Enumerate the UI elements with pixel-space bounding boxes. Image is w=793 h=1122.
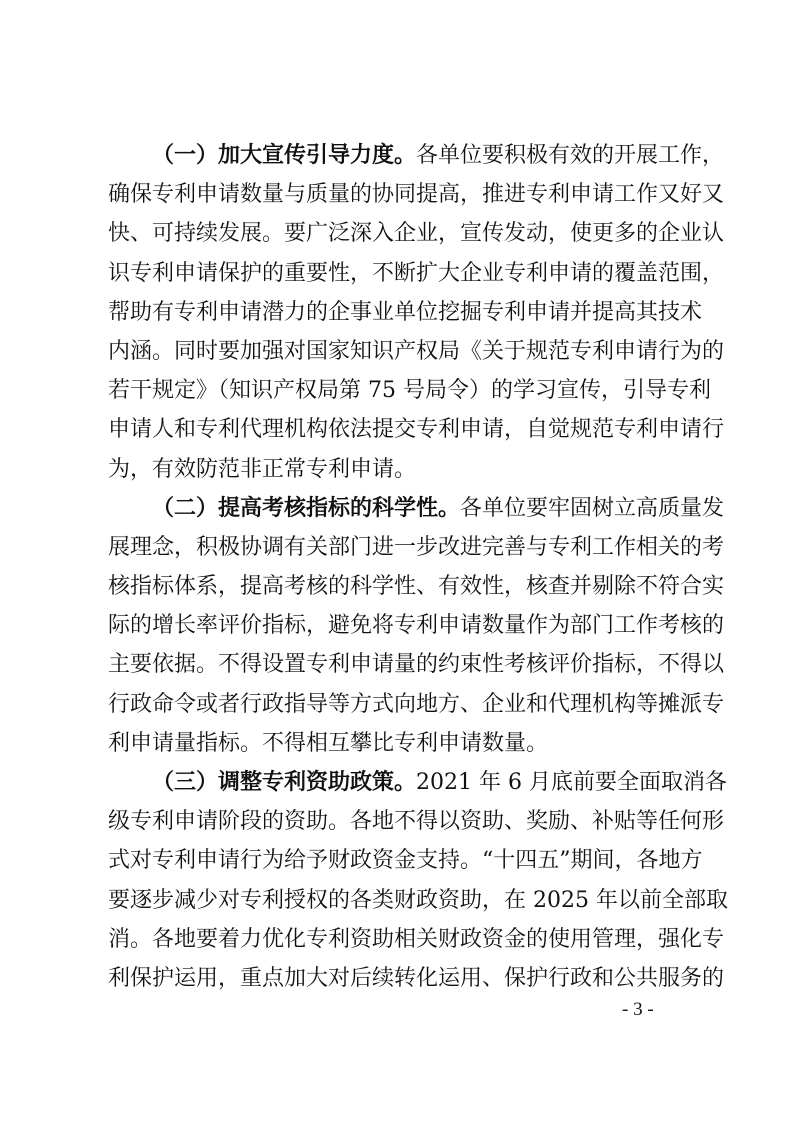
paragraph-3-line-6: 利保护运用，重点加大对后续转化运用、保护行政和公共服务的 [108, 965, 725, 991]
paragraph-2-heading: （二）提高考核指标的科学性。 [152, 495, 461, 521]
paragraph-2-line-3: 核指标体系，提高考核的科学性、有效性，核查并剔除不符合实 [108, 574, 725, 600]
paragraph-1-line-1 [108, 136, 725, 175]
paragraph-2-line-4: 际的增长率评价指标，避免将专利申请数量作为部门工作考核的 [108, 613, 725, 639]
paragraph-3-text: 2021 年 6 月底前要全面取消各 [416, 770, 727, 795]
paragraph-2-text: 各单位要牢固树立高质量发 [460, 495, 725, 521]
paragraph-2-line-6: 行政命令或者行政指导等方式向地方、企业和代理机构等摊派专 [108, 691, 725, 717]
body-text [108, 136, 728, 998]
paragraph-3-heading: （三）调整专利资助政策。 [152, 770, 417, 795]
paragraph-1-line-4: 识专利申请保护的重要性，不断扩大企业专利申请的覆盖范围， [108, 260, 725, 286]
paragraph-3-line-1 [108, 763, 727, 802]
paragraph-1-line-9: 为，有效防范非正常专利申请。 [108, 456, 417, 482]
paragraph-3-line-4: 要逐步减少对专利授权的各类财政资助，在 2025 年以前全部取 [108, 887, 728, 913]
page-number: - 3 - [622, 999, 654, 1020]
paragraph-1-text: 各单位要积极有效的开展工作， [416, 143, 725, 168]
paragraph-1-line-5: 帮助有专利申请潜力的企事业单位挖掘专利申请并提高其技术 [108, 299, 703, 325]
paragraph-1-heading: （一）加大宣传引导力度。 [152, 143, 417, 168]
paragraph-2-line-1 [108, 489, 725, 528]
paragraph-3-line-3: 式对专利申请行为给予财政资金支持。“十四五”期间，各地方 [108, 848, 703, 874]
paragraph-2-line-2: 展理念，积极协调有关部门进一步改进完善与专利工作相关的考 [108, 534, 725, 560]
paragraph-2-line-5: 主要依据。不得设置专利申请量的约束性考核评价指标，不得以 [108, 652, 725, 678]
paragraph-1-line-6: 内涵。同时要加强对国家知识产权局《关于规范专利申请行为的 [108, 338, 725, 364]
paragraph-1-line-8: 申请人和专利代理机构依法提交专利申请，自觉规范专利申请行 [108, 417, 725, 443]
paragraph-3-line-2: 级专利申请阶段的资助。各地不得以资助、奖励、补贴等任何形 [108, 809, 725, 835]
paragraph-1-line-2: 确保专利申请数量与质量的协同提高，推进专利申请工作又好又 [108, 182, 725, 208]
paragraph-1-line-7: 若干规定》（知识产权局第 75 号局令）的学习宣传，引导专利 [108, 378, 711, 404]
paragraph-2-line-7: 利申请量指标。不得相互攀比专利申请数量。 [108, 730, 549, 756]
paragraph-1-line-3: 快、可持续发展。要广泛深入企业，宣传发动，使更多的企业认 [108, 221, 725, 247]
paragraph-3-line-5: 消。各地要着力优化专利资助相关财政资金的使用管理，强化专 [108, 926, 725, 952]
